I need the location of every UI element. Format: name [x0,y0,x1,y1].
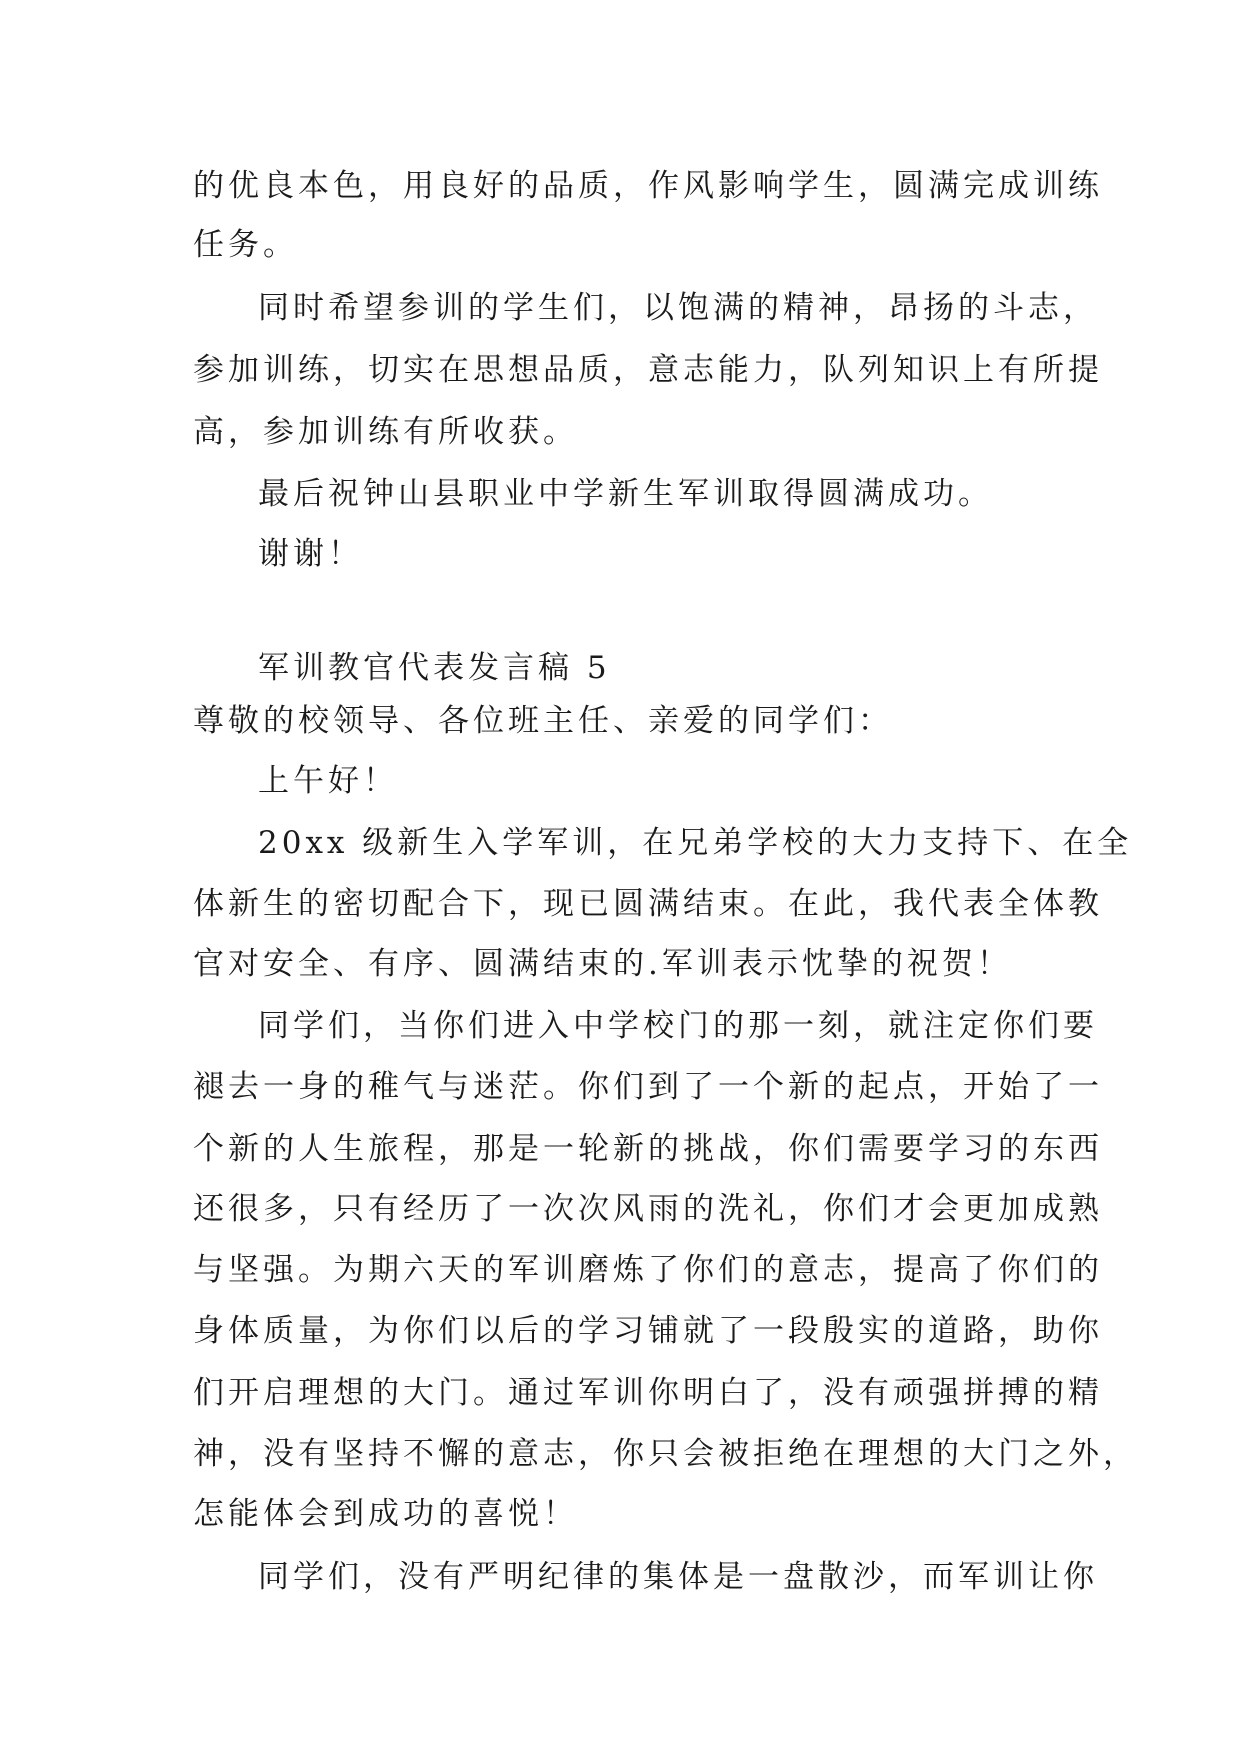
text-line: 体新生的密切配合下，现已圆满结束。在此，我代表全体教 [193,886,1103,922]
text-line: 同学们，当你们进入中学校门的那一刻，就注定你们要 [258,1008,1098,1044]
text-line: 官对安全、有序、圆满结束的.军训表示忱挚的祝贺！ [193,946,1012,982]
text-line: 任务。 [193,227,298,263]
salutation: 尊敬的校领导、各位班主任、亲爱的同学们： [193,703,893,739]
text-line: 上午好！ [258,763,398,799]
text-line: 最后祝钟山县职业中学新生军训取得圆满成功。 [258,476,993,512]
text-line: 参加训练，切实在思想品质，意志能力，队列知识上有所提 [193,352,1103,388]
section-heading: 军训教官代表发言稿 5 [258,650,611,686]
text-line: 身体质量，为你们以后的学习铺就了一段殷实的道路，助你 [193,1313,1103,1349]
text-line: 与坚强。为期六天的军训磨炼了你们的意志，提高了你们的 [193,1252,1103,1288]
text-line: 同时希望参训的学生们，以饱满的精神，昂扬的斗志， [258,290,1098,326]
text-line: 怎能体会到成功的喜悦！ [193,1496,578,1532]
text-line: 还很多，只有经历了一次次风雨的洗礼，你们才会更加成熟 [193,1191,1103,1227]
text-line: 神，没有坚持不懈的意志，你只会被拒绝在理想的大门之外， [193,1436,1138,1472]
text-line: 同学们，没有严明纪律的集体是一盘散沙，而军训让你 [258,1559,1098,1595]
text-line: 个新的人生旅程，那是一轮新的挑战，你们需要学习的东西 [193,1131,1103,1167]
text-line: 的优良本色，用良好的品质，作风影响学生，圆满完成训练 [193,168,1103,204]
text-line: 谢谢！ [258,536,363,572]
text-line: 20xx 级新生入学军训，在兄弟学校的大力支持下、在全 [258,825,1133,861]
text-line: 高，参加训练有所收获。 [193,414,578,450]
text-line: 褪去一身的稚气与迷茫。你们到了一个新的起点，开始了一 [193,1069,1103,1105]
text-line: 们开启理想的大门。通过军训你明白了，没有顽强拼搏的精 [193,1375,1103,1411]
